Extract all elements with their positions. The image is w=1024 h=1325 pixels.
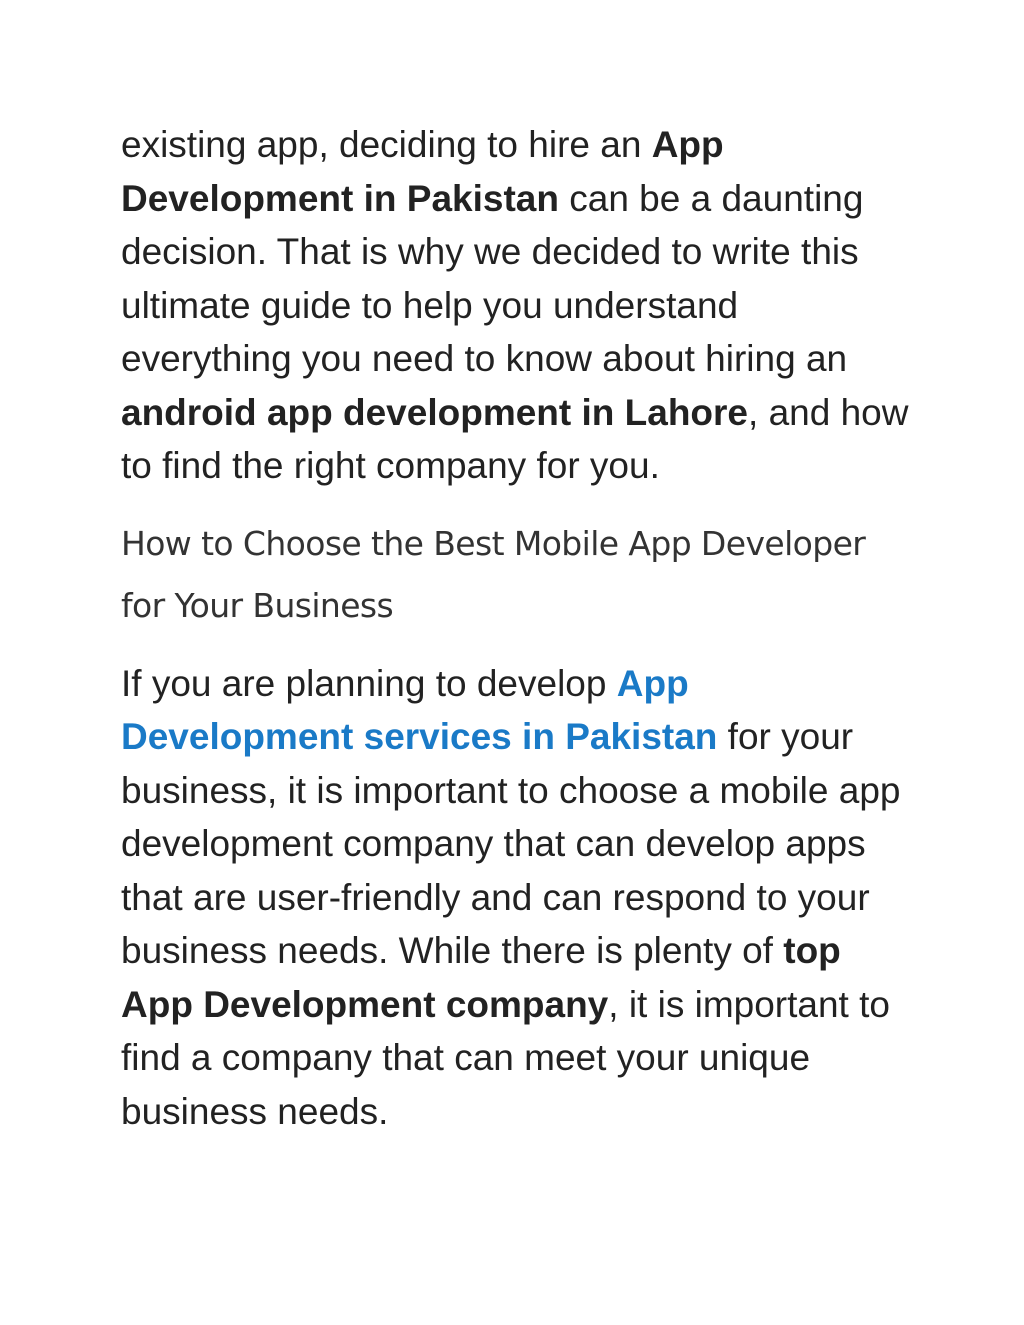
intro-paragraph <box>121 118 911 493</box>
intro-text-3: , and how to find the right company for you. <box>121 391 909 486</box>
section-heading: How to Choose the Best Mobile App Developer for Your Business <box>121 523 866 625</box>
intro-text-1: existing app, deciding to hire an <box>121 124 652 165</box>
bold-app-development-pakistan: App Development in Pakistan <box>121 124 724 219</box>
body-text-1: If you are planning to develop <box>121 662 617 704</box>
bold-top-app-development-company: top App Development company <box>121 930 841 1025</box>
body-text-2: for your business, it is important to choose a mobile app development company that can develop apps that are user-friendly and can respond to your business needs. While there is plenty of <box>121 716 901 971</box>
document-page <box>121 118 911 1138</box>
bold-android-app-development-lahore: android app development in Lahore <box>121 391 749 433</box>
body-paragraph <box>121 657 911 1139</box>
intro-text-2: can be a daunting decision. That is why we decided to write this ultimate guide to help you understand everything you need to know about hiring an <box>121 177 864 379</box>
body-text-3: , it is important to find a company that can meet your unique business needs. <box>121 983 890 1132</box>
app-development-services-link[interactable]: App Development services in Pakistan <box>121 662 718 757</box>
